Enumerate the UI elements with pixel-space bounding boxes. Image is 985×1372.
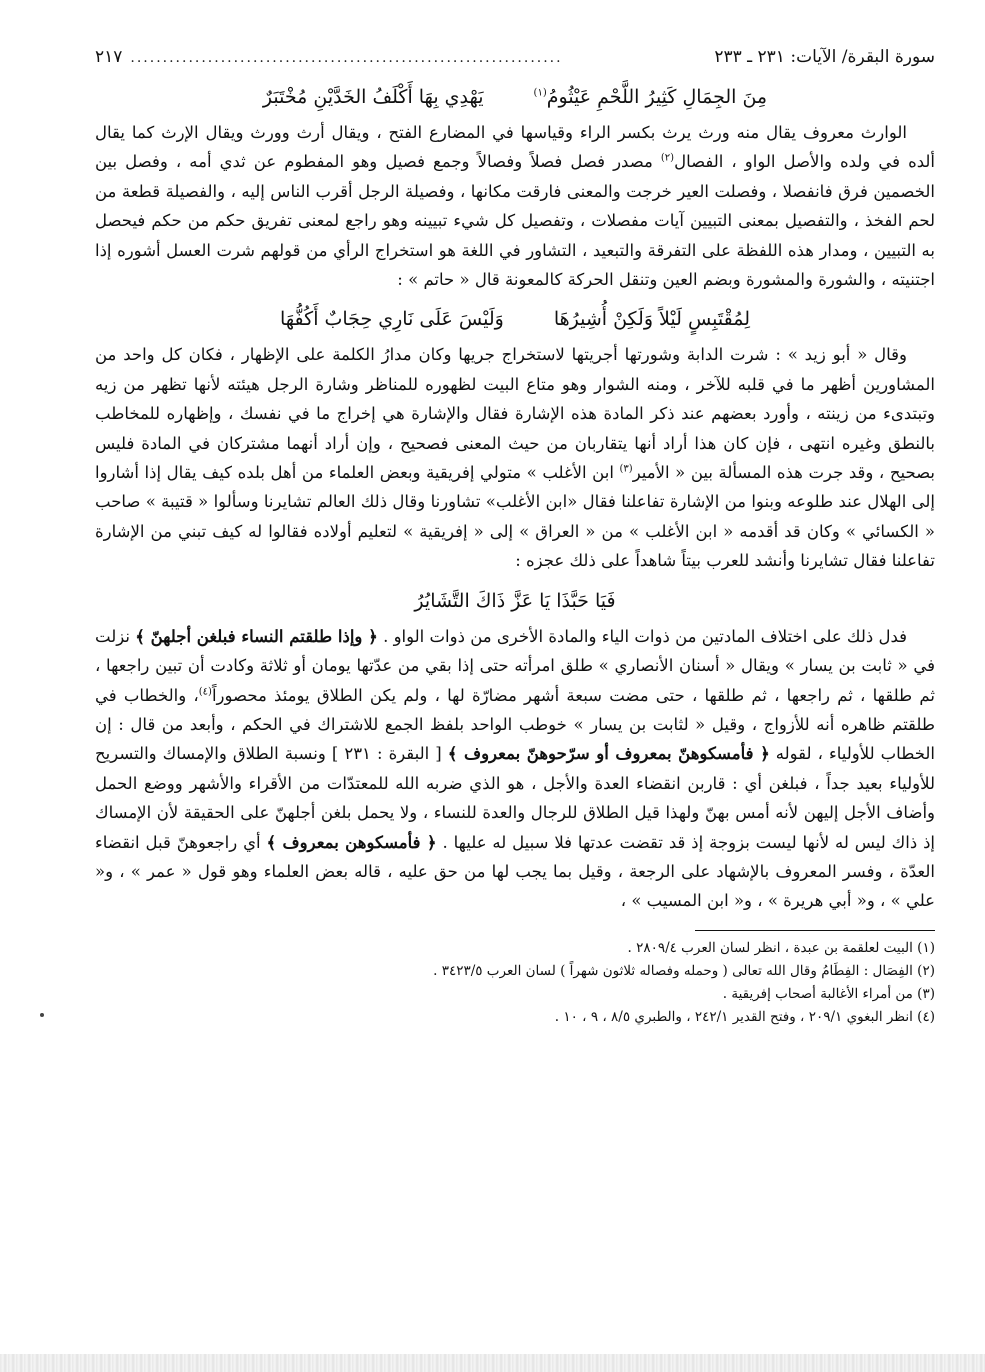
footnote-ref-3: (٣) bbox=[619, 463, 633, 475]
footnotes bbox=[95, 937, 935, 1029]
verse-2-left-hemistich: وَلَيْسَ عَلَى نَارِي حِجَابٌ أَكُفُّهَا bbox=[279, 308, 504, 331]
paragraph-1: الوارث معروف يقال منه ورث يرث بكسر الراء وقياسها في المضارع الفتح ، ويقال أرث وورث ويقال الإرث كما يقال ألده في ولده والأصل الواو ، الفصال$^{(٢)}$ مصدر فصل فصلاً وفصالاً وجمع فصيل وهو المفطوم عن ثدي أمه ، وفصل بين الخصمين فرق فانفصلا ، وفصلت العير خرجت والمعنى فارقت مكانها ، وفصيلة الرجل أقرب الناس إليه ، والفصيلة قطعة من لحم الفخذ ، والتفصيل بمعنى التبيين آيات مفصلات ، وتفصيل كل شيء تبيينه وهو راجع لمعنى تفريق حكم من حكم فيحصل به التبيين ، ومدار هذه اللفظة على التفرقة والتبعيد ، التشاور في اللغة هو استخراج الرأي من قولهم شرت العسل أشوره إذا اجتنيته ، والشورة والمشورة وبضم العين وتنقل الحركة كالمعونة قال « حاتم » : bbox=[95, 123, 935, 290]
footnote-separator bbox=[695, 930, 935, 931]
quran-quote-1: ﴿ وإذا طلقتم النساء فبلغن أجلهنّ ﴾ bbox=[135, 626, 378, 646]
poetry-verse-1 bbox=[95, 80, 935, 114]
verse-1-left-hemistich: يَهْدِي بِهَا أَكْلَفُ الخَدَّيْنِ مُخْتَبَرٌ bbox=[262, 86, 484, 108]
verse-3-hemistich: فَيَا حَبَّذَا يَا عَزَّ ذَاكَ التَّشَايُرُ bbox=[414, 589, 616, 612]
verse-1-right-hemistich: مِنَ الجِمَالِ كَثِيرُ اللَّحْمِ عَيْثُومُ$^{(١)}$ bbox=[533, 86, 768, 108]
page-number: ٢١٧ bbox=[95, 47, 123, 67]
footnote-ref-1: (١) bbox=[533, 87, 547, 99]
scan-edge bbox=[0, 1354, 985, 1372]
book-page bbox=[95, 44, 935, 1029]
poetry-verse-2 bbox=[95, 302, 935, 336]
running-header bbox=[95, 44, 935, 72]
surah-ayat-title: سورة البقرة/ الآيات: ٢٣١ ـ ٢٣٣ bbox=[714, 47, 935, 67]
footnote-ref-4: (٤) bbox=[198, 686, 212, 697]
footnote-1: (١) البيت لعلقمة بن عبدة ، انظر لسان العرب ٢٨٠٩/٤ . bbox=[627, 939, 935, 956]
footnote-4: (٤) انظر البغوي ٢٠٩/١ ، وفتح القدير ٢٤٢/١ ، والطبري ٨/٥ ، ٩ ، ١٠ . bbox=[554, 1008, 935, 1025]
paragraph-3: فدل ذلك على اختلاف المادتين من ذوات الياء والمادة الأخرى من ذوات الواو . ﴿ وإذا طلقتم النساء فبلغن أجلهنّ ﴾ نزلت في « ثابت بن يسار » ويقال « أسنان الأنصاري » طلق امرأته حتى إذا بقي من عدّتها يومان أو ثلاثة وكادت أن تبين راجعها ، ثم طلقها ، ثم راجعها ، ثم طلقها ، حتى مضت سبعة أشهر مضارّة لها ، ولم يكن الطلاق يومئذ محصوراً$^{(٤)}$، والخطاب في طلقتم ظاهره أنه للأزواج ، وقيل « لثابت بن يسار » خوطب الواحد بلفظ الجمع للاشتراك في الحكم ، وأبعد من قال : إن الخطاب للأولياء ، لقوله ﴿ فأمسكوهنّ بمعروف أو سرّحوهنّ بمعروف ﴾ [ البقرة : ٢٣١ ] ونسبة الطلاق والإمساك والتسريح للأولياء بعيد جداً ، فبلغن أي : قاربن انقضاء العدة والأجل ، هو الذي ضربه الله للمعتدّات من الأقراء والأشهر ووضع الحمل وأضاف الأجل إليهن لأنه أمس بهنّ ولهذا قيل الطلاق للرجال والعدة للنساء ، ولا يحمل بلغن أجلهنّ على الحقيقة لأن الإمساك إذ ذاك ليس له لأنها ليست بزوجة إذ قد تقضت عدتها فلا سبيل له عليها . ﴿ فأمسكوهن بمعروف ﴾ أي راجعوهنّ قبل انقضاء العدّة ، وفسر المعروف بالإشهاد على الرجعة ، وقيل بما يجب لها من حق عليه ، قاله بعض العلماء وهو قول « عمر » ، و« علي » ، و« أبي هريرة » ، و« ابن المسيب » ، bbox=[95, 626, 936, 911]
leader-dots: ................................................................... bbox=[130, 50, 563, 66]
poetry-verse-3 bbox=[95, 584, 935, 618]
quran-quote-2: ﴿ فأمسكوهنّ بمعروف أو سرّحوهنّ بمعروف ﴾ bbox=[447, 744, 770, 764]
paragraph-2: وقال « أبو زيد » : شرت الدابة وشورتها أجريتها لاستخراج جريها وكان مدارُ الكلمة على الإظهار ، فكان كل واحد من المشاورين أظهر ما في قلبه للآخر ، ومنه الشوار وهو متاع البيت لظهوره للمناظر وشارة الرجل هيئته لأنها تظهر من زيه وتبتدىء من زينته ، وأورد بعضهم عند ذكر المادة هذه الإشارة فقال والإشارة هي إخراج ما في نفسك ، وإظهاره للمخاطب بالنطق وغيره انتهى ، فإن كان هذا أراد أنها يتقاربان من حيث المعنى فصحيح ، وإن أراد أنهما مشتركان في المادة فليس بصحيح ، وقد جرت هذه المسألة بين « الأمير$^{(٣)}$ ابن الأغلب » متولي إفريقية وبعض العلماء من أهل بلده كيف يقال إذا أشاروا إلى الهلال عند طلوعه وبنوا من الإشارة تفاعلنا فقال «ابن الأغلب» تشاورنا وقال ذلك العالم تشايرنا وسألوا « قتيبة » صاحب « الكسائي » وكان قد أقدمه « ابن الأغلب » من « العراق » إلى « إفريقية » لتعليم أولاده فقالوا له كيف تبني من الإشارة تفاعلنا فقال تشايرنا وأنشد للعرب بيتاً شاهداً على ذلك عجزه : bbox=[95, 345, 936, 571]
quran-quote-3: ﴿ فأمسكوهن بمعروف ﴾ bbox=[266, 832, 437, 852]
footnote-2: (٢) الفِصَال : الفِطَامُ وقال الله تعالى ( وحمله وفصاله ثلاثون شهراً ) لسان العرب ٣٤٢٣/٥ . bbox=[433, 962, 935, 979]
footnote-ref-2: (٢) bbox=[660, 152, 675, 164]
footnote-3: (٣) من أمراء الأغالبة أصحاب إفريقية . bbox=[722, 985, 935, 1002]
verse-2-right-hemistich: لِمُقْتَبِسٍ لَيْلاً وَلَكِنْ أُشِيرُهَا bbox=[553, 308, 751, 331]
margin-mark bbox=[40, 1013, 44, 1017]
